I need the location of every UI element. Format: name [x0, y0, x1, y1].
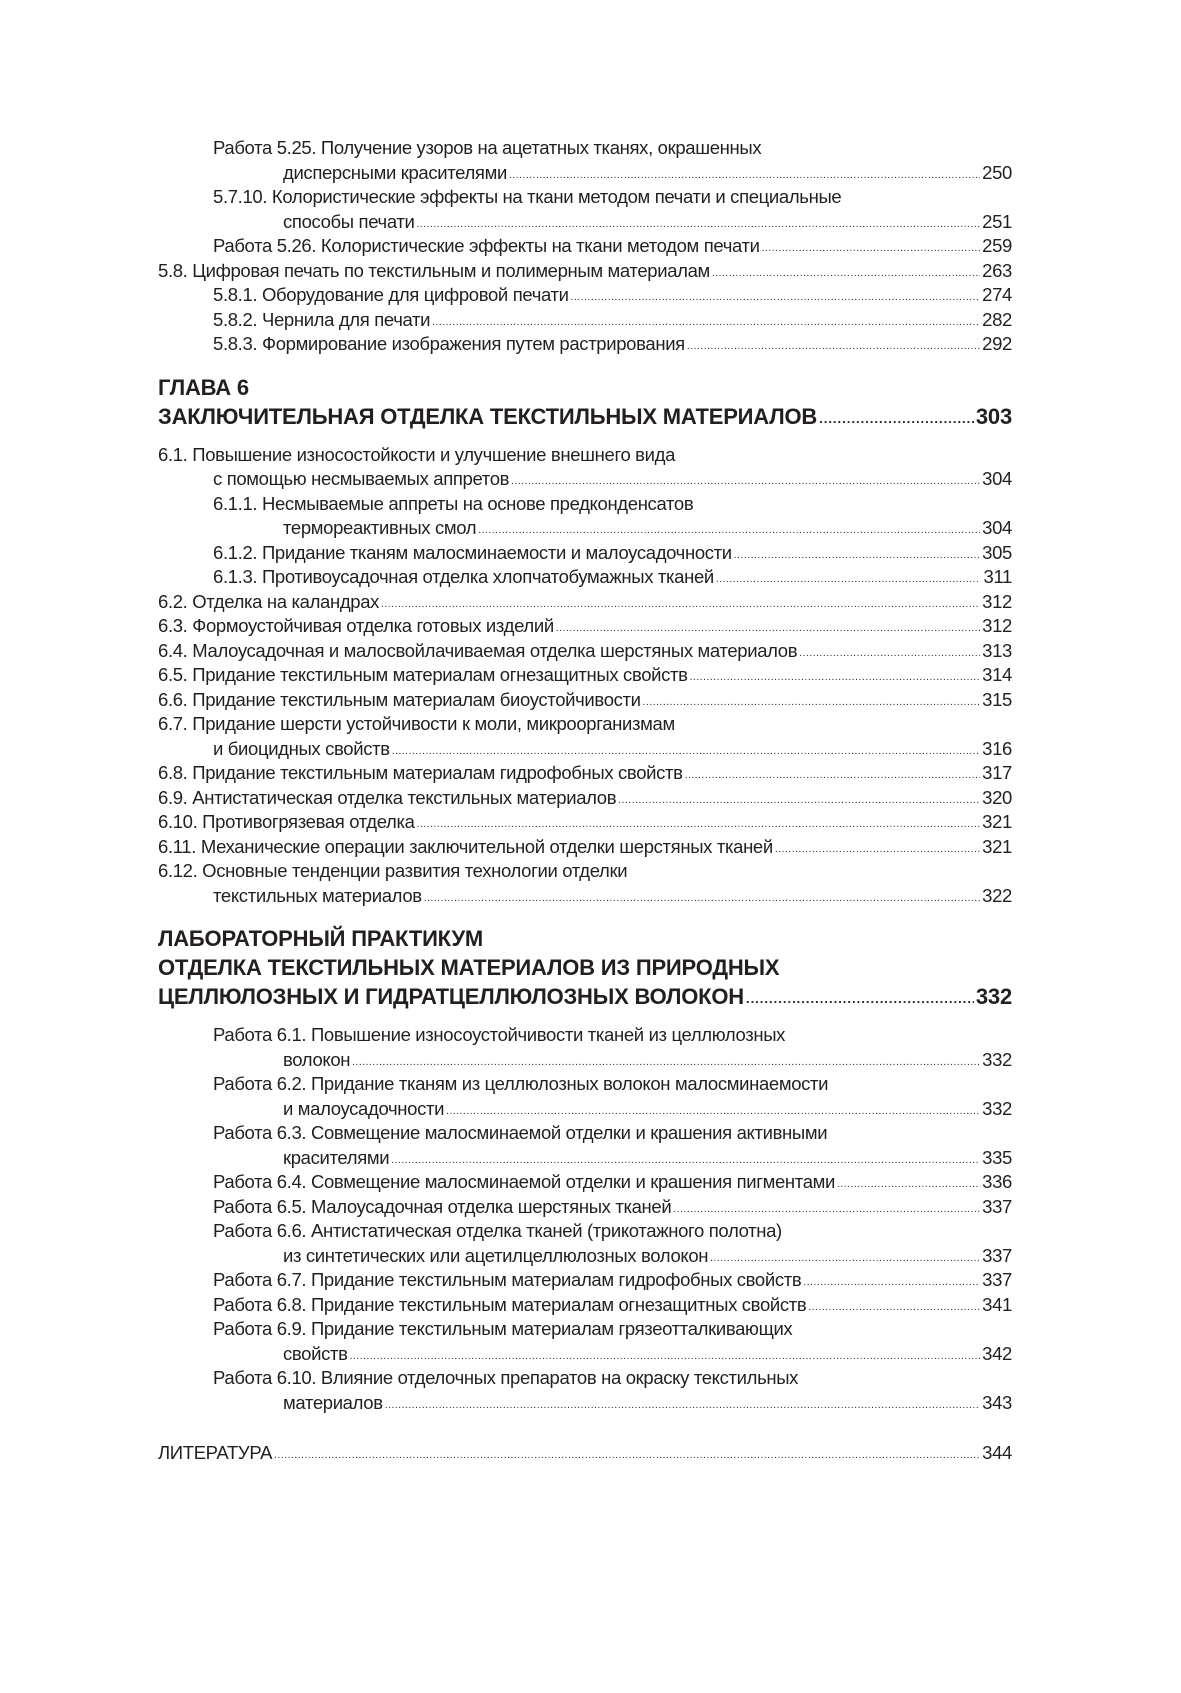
toc-entry-text: Работа 6.3. Совмещение малосминаемой отделки и крашения активными [213, 1122, 828, 1143]
toc-entry [158, 810, 1012, 835]
toc-entry-page: 316 [982, 737, 1012, 759]
dot-leader [274, 1444, 980, 1469]
toc-entry-text: Работа 6.9. Придание текстильным материалам грязеотталкивающих [213, 1318, 793, 1339]
toc-entry-page: 337 [982, 1244, 1012, 1266]
dot-leader [685, 764, 980, 789]
dot-leader [734, 544, 980, 569]
dot-leader [808, 1296, 980, 1321]
dot-leader [799, 642, 980, 667]
toc-entry-text: 6.8. Придание текстильным материалам гидрофобных свойств [158, 762, 683, 783]
toc-entry [158, 688, 1012, 713]
toc-entry [158, 737, 1012, 762]
dot-leader [446, 1100, 980, 1125]
toc-entry-text: 6.2. Отделка на каландрах [158, 590, 380, 612]
table-of-contents [158, 136, 1012, 1466]
toc-entry [158, 492, 1012, 517]
dot-leader [478, 519, 980, 544]
dot-leader [416, 213, 980, 238]
toc-entry-text: 5.7.10. Колористические эффекты на ткани методом печати и специальные [213, 186, 842, 207]
toc-entry-page: 336 [982, 1171, 1012, 1192]
toc-entry-text: из синтетических или ацетилцеллюлозных волокон [283, 1244, 709, 1266]
practicum-page: 332 [975, 984, 1012, 1009]
dot-leader [352, 1051, 980, 1076]
dot-leader [673, 1198, 980, 1223]
toc-literature [158, 1441, 1012, 1466]
toc-entry-page: 320 [982, 786, 1012, 808]
toc-entry [158, 210, 1012, 235]
toc-entry [158, 308, 1012, 333]
toc-entry [158, 332, 1012, 357]
toc-entry-text: 6.7. Придание шерсти устойчивости к моли, микроорганизмам [158, 713, 675, 734]
toc-entry-page: 304 [982, 517, 1012, 538]
dot-leader [417, 813, 980, 838]
toc-entry-text: и малоусадочности [283, 1097, 445, 1119]
toc-entry-text: 6.11. Механические операции заключительной отделки шерстяных тканей [158, 835, 773, 857]
dot-leader [509, 164, 980, 189]
toc-entry-text: Работа 6.10. Влияние отделочных препаратов на окраску текстильных [213, 1367, 799, 1388]
toc-entry-text: Работа 6.4. Совмещение малосминаемой отделки и крашения пигментами [213, 1171, 836, 1192]
toc-entry [158, 884, 1012, 909]
toc-entry-text: 6.4. Малоусадочная и малосвойлачиваемая отделка шерстяных материалов [158, 639, 798, 661]
toc-entry-text: 6.3. Формоустойчивая отделка готовых изделий [158, 615, 554, 636]
toc-entry [158, 283, 1012, 308]
toc-entry [158, 1366, 1012, 1391]
toc-entry-text: 6.1. Повышение износостойкости и улучшение внешнего вида [158, 443, 676, 465]
toc-entry-page: 305 [982, 541, 1012, 563]
toc-entry-text: Работа 5.25. Получение узоров на ацетатных тканях, окрашенных [213, 137, 762, 158]
dot-leader [385, 1394, 980, 1419]
practicum-title-line: ЦЕЛЛЮЛОЗНЫХ И ГИДРАТЦЕЛЛЮЛОЗНЫХ ВОЛОКОН ..... 332 [158, 982, 1012, 1011]
toc-entry [158, 234, 1012, 259]
toc-practicum-works [158, 1023, 1012, 1415]
toc-entry-page: 335 [982, 1146, 1012, 1168]
toc-entry-page: 317 [982, 762, 1012, 783]
dot-leader [687, 335, 980, 360]
toc-entry-text: Работа 6.7. Придание текстильным материалам гидрофобных свойств [213, 1269, 802, 1290]
toc-entry-text: свойств [283, 1342, 348, 1364]
toc-entry-page: 274 [982, 284, 1012, 305]
toc-entry-page: 251 [982, 210, 1012, 232]
toc-entry [158, 1146, 1012, 1171]
toc-entry [158, 1293, 1012, 1318]
toc-entry-text: Работа 6.6. Антистатическая отделка тканей (трикотажного полотна) [213, 1220, 782, 1241]
toc-entry-text: термореактивных смол [283, 517, 477, 538]
toc-entry-page: 332 [982, 1097, 1012, 1119]
dot-leader [392, 740, 980, 765]
chapter-page: 303 [975, 403, 1012, 429]
toc-entry [158, 541, 1012, 566]
toc-entry-page: 337 [982, 1269, 1012, 1290]
toc-entry [158, 639, 1012, 664]
toc-entry-text: 6.1.3. Противоусадочная отделка хлопчатобумажных тканей [213, 566, 714, 587]
toc-entry-text: 6.10. Противогрязевая отделка [158, 811, 415, 832]
toc-entry-page: 312 [982, 615, 1012, 636]
toc-entry [158, 859, 1012, 884]
toc-entry [158, 761, 1012, 786]
toc-entry-text: Работа 6.5. Малоусадочная отделка шерстяных тканей [213, 1195, 672, 1217]
toc-entry [158, 136, 1012, 161]
toc-entry-text: Работа 5.26. Колористические эффекты на ткани методом печати [213, 235, 760, 256]
dot-leader [618, 789, 980, 814]
toc-entry [158, 259, 1012, 284]
dot-leader [775, 838, 980, 863]
toc-entry-page: 311 [983, 566, 1012, 587]
toc-entry-text: 5.8.3. Формирование изображения путем растрирования [213, 333, 685, 354]
dot-leader [712, 262, 980, 287]
toc-entry-page: 321 [982, 811, 1012, 832]
toc-entry-page: 282 [982, 308, 1012, 330]
toc-entry [158, 1268, 1012, 1293]
toc-entry [158, 1048, 1012, 1073]
toc-entry-text: Работа 6.8. Придание текстильным материалам огнезащитных свойств [213, 1293, 807, 1315]
toc-entry [158, 835, 1012, 860]
toc-entry-page: 337 [982, 1195, 1012, 1217]
toc-entry [158, 1170, 1012, 1195]
dot-leader [556, 617, 980, 642]
toc-entry [158, 1023, 1012, 1048]
toc-entry [158, 516, 1012, 541]
toc-entry-text: способы печати [283, 210, 415, 232]
dot-leader [819, 404, 974, 433]
toc-entry-page: 313 [982, 639, 1012, 661]
toc-entry-text: 6.12. Основные тенденции развития технологии отделки [158, 860, 628, 881]
toc-entry-text: волокон [283, 1048, 351, 1070]
dot-leader [643, 691, 980, 716]
dot-leader [511, 470, 980, 495]
toc-entry-text: 5.8.2. Чернила для печати [213, 308, 431, 330]
dot-leader [762, 237, 980, 262]
toc-entry-text: 6.9. Антистатическая отделка текстильных материалов [158, 786, 617, 808]
toc-entry [158, 590, 1012, 615]
toc-entry-page: 292 [982, 333, 1012, 354]
dot-leader [690, 666, 980, 691]
toc-entry-text: Работа 6.2. Придание тканям из целлюлозных волокон малосминаемости [213, 1073, 829, 1094]
toc-entry [158, 185, 1012, 210]
dot-leader [381, 593, 980, 618]
toc-entry [158, 1317, 1012, 1342]
toc-entry [158, 1121, 1012, 1146]
toc-entry-page: 304 [982, 468, 1012, 489]
toc-entry-text: текстильных материалов [213, 884, 422, 906]
toc-entry-text: и биоцидных свойств [213, 737, 390, 759]
toc-entry-page: 341 [982, 1293, 1012, 1315]
dot-leader [710, 1247, 980, 1272]
toc-entry [158, 565, 1012, 590]
toc-entry-page: 263 [982, 259, 1012, 281]
toc-entry [158, 161, 1012, 186]
dot-leader [391, 1149, 980, 1174]
toc-entry-text: 6.6. Придание текстильным материалам биоустойчивости [158, 688, 641, 710]
toc-entry-text: 6.1.2. Придание тканям малосминаемости и малоусадочности [213, 541, 732, 563]
toc-entry-page: 314 [982, 664, 1012, 685]
dot-leader [803, 1271, 980, 1296]
toc-entry-text: с помощью несмываемых аппретов [213, 468, 510, 489]
toc-entry-page: 259 [982, 235, 1012, 256]
toc-entry [158, 1342, 1012, 1367]
dot-leader [432, 311, 980, 336]
toc-entry-page: 250 [982, 161, 1012, 183]
literature-page: 344 [982, 1442, 1012, 1463]
toc-entry [158, 467, 1012, 492]
toc-entry [158, 786, 1012, 811]
toc-entry-text: красителями [283, 1146, 390, 1168]
toc-entry-page: 332 [982, 1048, 1012, 1070]
toc-section-5 [158, 136, 1012, 357]
dot-leader [746, 984, 974, 1013]
toc-entry-text: 6.1.1. Несмываемые аппреты на основе предконденсатов [213, 492, 694, 514]
toc-entry [158, 443, 1012, 468]
practicum-label: ЛАБОРАТОРНЫЙ ПРАКТИКУМ [158, 926, 484, 951]
toc-entry-page: 322 [982, 884, 1012, 906]
toc-entry [158, 712, 1012, 737]
dot-leader [571, 286, 980, 311]
toc-entry-text: 5.8.1. Оборудование для цифровой печати [213, 284, 569, 305]
toc-entry-text: Работа 6.1. Повышение износоустойчивости тканей из целлюлозных [213, 1024, 786, 1045]
toc-entry [158, 1244, 1012, 1269]
toc-entry-page: 321 [982, 835, 1012, 857]
toc-entry [158, 663, 1012, 688]
chapter-title-text: ЗАКЛЮЧИТЕЛЬНАЯ ОТДЕЛКА ТЕКСТИЛЬНЫХ МАТЕРИАЛОВ [158, 403, 818, 429]
dot-leader [424, 887, 980, 912]
toc-entry-page: 312 [982, 590, 1012, 612]
dot-leader [350, 1345, 980, 1370]
practicum-title-line: ОТДЕЛКА ТЕКСТИЛЬНЫХ МАТЕРИАЛОВ ИЗ ПРИРОДНЫХ [158, 955, 780, 980]
toc-entry [158, 1219, 1012, 1244]
toc-entry-text: материалов [283, 1391, 383, 1413]
toc-entry-page: 342 [982, 1342, 1012, 1364]
chapter-title [158, 402, 1012, 431]
chapter-label: ГЛАВА 6 [158, 374, 249, 400]
toc-entry-text: 6.5. Придание текстильным материалам огнезащитных свойств [158, 664, 688, 685]
toc-entry [158, 614, 1012, 639]
toc-section-6 [158, 443, 1012, 909]
dot-leader [837, 1173, 980, 1198]
toc-entry-page: 343 [982, 1391, 1012, 1413]
dot-leader [716, 568, 980, 593]
toc-entry [158, 1097, 1012, 1122]
toc-entry-page: 315 [982, 688, 1012, 710]
literature-text: ЛИТЕРАТУРА [158, 1442, 273, 1463]
toc-entry [158, 1391, 1012, 1416]
toc-entry-text: 5.8. Цифровая печать по текстильным и полимерным материалам [158, 259, 710, 281]
toc-entry [158, 1072, 1012, 1097]
toc-entry [158, 1195, 1012, 1220]
toc-entry-text: дисперсными красителями [283, 161, 507, 183]
